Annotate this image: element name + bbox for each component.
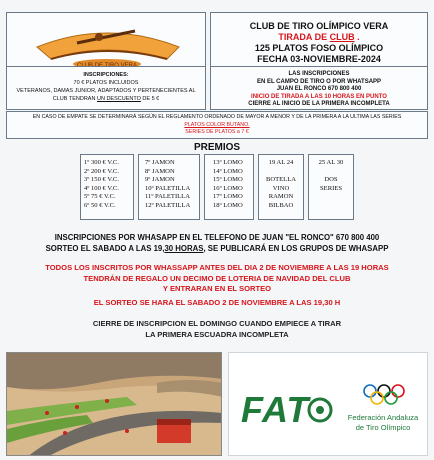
registration-info-panel: [210, 66, 428, 110]
prize-1: 1º 300 € V.C.: [84, 159, 119, 166]
federation-line-2: de Tiro Olímpico: [355, 423, 411, 432]
prize-15: 15º LOMO: [213, 176, 243, 183]
tiebreak-rule: EN CASO DE EMPATE SE DETERMINARÁ SEGÚN EL REGLAMENTO ORDENADO DE MAYOR A MENOR Y DE LA PRIMERA A LA ULTIMA LAS SERIES: [32, 114, 402, 120]
prize-10: 10º PALETILLA: [145, 184, 191, 192]
whatsapp-line-1: INSCRIPCIONES POR WHASAPP EN EL TELEFONO DE JUAN "EL RONCO" 670 800 400: [54, 233, 380, 242]
event-date: FECHA 03-NOVIEMBRE-2024: [257, 54, 381, 64]
registration-line-2: EN EL CAMPO DE TIRO O POR WHATSAPP: [256, 78, 382, 85]
inscription-fees-panel: [6, 66, 206, 110]
prize-series-1: DOS: [324, 176, 338, 183]
prize-11: 11º PALETILLA: [145, 193, 190, 200]
fat-logo: FAT: [241, 389, 310, 430]
prize-7: 7º JAMON: [145, 159, 175, 166]
prize-column-money: [80, 154, 134, 220]
registration-line-1: LAS INSCRIPCIONES: [288, 71, 350, 77]
prize-series-2: SERIES: [320, 184, 342, 192]
event-targets: 125 PLATOS FOSO OLÍMPICO: [254, 43, 384, 53]
lottery-line-2: TENDRÁN DE REGALO UN DECIMO DE LOTERIA DE NAVIDAD DEL CLUB: [83, 273, 351, 283]
prize-18: 18º LOMO: [213, 201, 243, 209]
federation-name: [339, 413, 427, 433]
prize-9: 9º JAMON: [145, 176, 175, 183]
series-price: SERIES DE PLATOS a 7 €: [185, 129, 249, 135]
prize-column-lomo: [204, 154, 254, 220]
whatsapp-line-2: SORTEO EL SABADO A LAS 19,30 HORAS, SE PUBLICARÁ EN LOS GRUPOS DE WHASAPP: [45, 244, 389, 253]
prizes-grid: [80, 154, 354, 220]
fees-line-2: VETERANOS, DAMAS JUNIOR, ADAPTADOS Y PERTENECIENTES AL: [16, 88, 196, 94]
prize-wine-3: RAMON: [268, 193, 294, 200]
whatsapp-section: [0, 232, 434, 254]
prize-column-wine: [258, 154, 304, 220]
olympic-rings-icon: [361, 383, 407, 407]
prize-3: 3º 150 € V.C.: [84, 176, 119, 183]
prize-14: 14º LOMO: [213, 167, 243, 175]
shooting-range-photo: [6, 352, 222, 456]
tiebreak-panel: [6, 111, 428, 139]
event-title: TIRADA DE CLUB .: [278, 32, 360, 42]
lottery-line-3: Y ENTRARAN EN EL SORTEO: [162, 284, 272, 293]
prize-column-series: [308, 154, 354, 220]
prize-5: 5º 75 € V.C.: [84, 193, 116, 200]
federation-logo-panel: [228, 352, 428, 456]
prize-wine-2: VINO: [272, 184, 290, 192]
prize-19-24: 19 AL 24: [268, 159, 294, 166]
prize-wine-1: BOTELLA: [265, 176, 297, 183]
prize-16: 16º LOMO: [213, 184, 243, 192]
closing-time: CIERRE AL INICIO DE LA PRIMERA INCOMPLETA: [248, 101, 390, 107]
start-time: INICIO DE TIRADA A LAS 10 HORAS EN PUNTO: [251, 93, 387, 100]
prize-17: 17º LOMO: [213, 193, 243, 200]
closing-line-2: LA PRIMERA ESCUADRA INCOMPLETA: [145, 330, 289, 339]
prize-wine-4: BILBAO: [268, 201, 294, 209]
fees-line-1: 70 € PLATOS INCLUIDOS: [73, 80, 139, 86]
prize-6: 6º 50 € V.C.: [84, 201, 116, 209]
prize-8: 8º JAMON: [145, 167, 175, 175]
closing-section: [0, 318, 434, 340]
prize-column-ham: [138, 154, 200, 220]
prize-12: 12º PALETILLA: [145, 201, 191, 209]
prize-13: 13º LOMO: [213, 159, 243, 166]
fees-line-3: CLUB TENDRAN UN DESCUENTO DE 5 €: [52, 96, 160, 102]
prize-4: 4º 100 € V.C.: [84, 184, 119, 192]
closing-line-1: CIERRE DE INSCRIPCION EL DOMINGO CUANDO EMPIECE A TIRAR: [92, 319, 342, 328]
lottery-line-1: TODOS LOS INSCRITOS POR WHASSAPP ANTES DEL DIA 2 DE NOVIEMBRE A LAS 19 HORAS: [45, 263, 389, 272]
prize-25-30: 25 AL 30: [318, 159, 344, 166]
federation-line-1: Federación Andaluza: [347, 413, 419, 422]
prize-2: 2º 200 € V.C.: [84, 167, 119, 175]
lottery-line-4: EL SORTEO SE HARA EL SABADO 2 DE NOVIEMBRE A LAS 19,30 H: [93, 297, 341, 307]
tiebreak-color: PLATOS COLOR BUTANO.: [184, 121, 250, 128]
lottery-section: [0, 263, 434, 308]
fees-title: INSCRIPCIONES:: [83, 72, 129, 78]
prizes-title: PREMIOS: [193, 142, 241, 153]
target-icon: [307, 397, 333, 423]
registration-line-3: JUAN EL RONCO 670 800 400: [276, 86, 362, 92]
club-name: CLUB DE TIRO OLÍMPICO VERA: [249, 21, 389, 31]
